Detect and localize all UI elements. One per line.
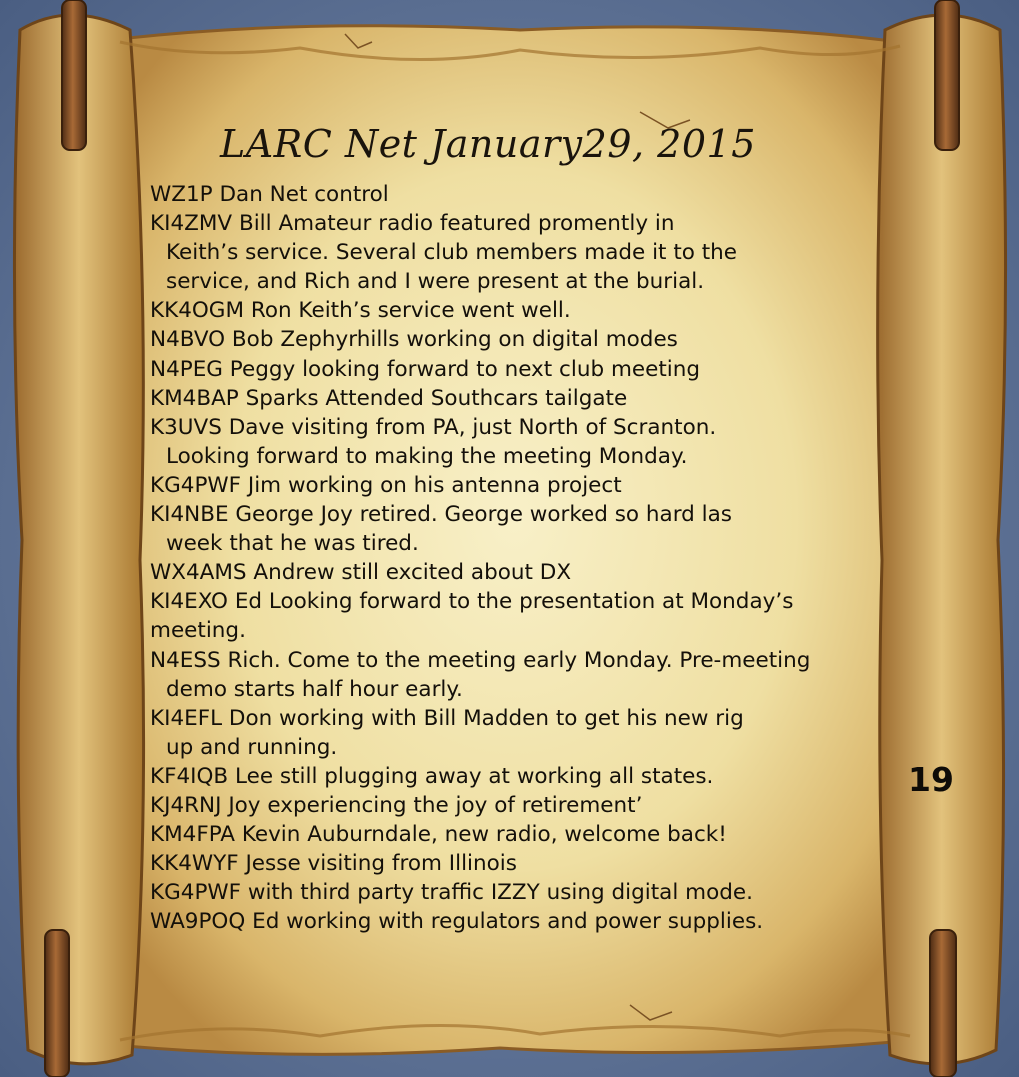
list-item bbox=[150, 325, 910, 354]
list-item bbox=[150, 500, 910, 558]
entry-line: KI4ZMV Bill Amateur radio featured promently in bbox=[150, 211, 675, 237]
entry-line: WX4AMS Andrew still excited about DX bbox=[150, 560, 572, 586]
entry-line: KF4IQB Lee still plugging away at working all states. bbox=[150, 763, 714, 789]
list-item bbox=[150, 180, 910, 209]
entry-line: KM4FPA Kevin Auburndale, new radio, welcome back! bbox=[150, 822, 727, 848]
list-item bbox=[150, 820, 910, 849]
page-title: LARC Net January29, 2015 bbox=[220, 122, 756, 166]
entry-line: N4BVO Bob Zephyrhills working on digital modes bbox=[150, 327, 678, 353]
list-item bbox=[150, 587, 910, 645]
list-item bbox=[150, 384, 910, 413]
entry-line: K3UVS Dave visiting from PA, just North of Scranton. bbox=[150, 414, 717, 440]
entry-continuation: service, and Rich and I were present at the burial. bbox=[166, 269, 705, 295]
entry-line: KK4WYF Jesse visiting from Illinois bbox=[150, 851, 517, 877]
list-item bbox=[150, 296, 910, 325]
entry-continuation: Looking forward to making the meeting Monday. bbox=[166, 443, 688, 469]
net-check-in-list bbox=[150, 180, 910, 936]
list-item bbox=[150, 355, 910, 384]
page-number: 19 bbox=[908, 760, 954, 799]
list-item bbox=[150, 704, 910, 762]
list-item bbox=[150, 558, 910, 587]
entry-continuation: Keith’s service. Several club members made it to the bbox=[166, 240, 738, 266]
list-item bbox=[150, 791, 910, 820]
entry-line: N4ESS Rich. Come to the meeting early Monday. Pre-meeting bbox=[150, 647, 811, 673]
entry-line: KM4BAP Sparks Attended Southcars tailgate bbox=[150, 385, 628, 411]
list-item bbox=[150, 762, 910, 791]
entry-line: KI4EFL Don working with Bill Madden to get his new rig bbox=[150, 705, 744, 731]
list-item bbox=[150, 209, 910, 296]
entry-continuation: week that he was tired. bbox=[166, 531, 419, 557]
entry-line: KG4PWF Jim working on his antenna project bbox=[150, 472, 622, 498]
entry-line: WA9POQ Ed working with regulators and power supplies. bbox=[150, 909, 764, 935]
entry-continuation: up and running. bbox=[166, 734, 338, 760]
list-item bbox=[150, 878, 910, 907]
entry-line: WZ1P Dan Net control bbox=[150, 182, 389, 207]
list-item bbox=[150, 471, 910, 500]
entry-line: N4PEG Peggy looking forward to next club meeting bbox=[150, 356, 701, 382]
list-item bbox=[150, 849, 910, 878]
entry-line: KK4OGM Ron Keith’s service went well. bbox=[150, 298, 571, 324]
entry-line: KG4PWF with third party traffic IZZY using digital mode. bbox=[150, 880, 753, 906]
list-item bbox=[150, 413, 910, 471]
entry-line: KJ4RNJ Joy experiencing the joy of retirement’ bbox=[150, 792, 643, 818]
entry-continuation: meeting. bbox=[150, 618, 246, 644]
list-item bbox=[150, 907, 910, 936]
entry-continuation: demo starts half hour early. bbox=[166, 676, 463, 702]
list-item bbox=[150, 646, 910, 704]
entry-line: KI4NBE George Joy retired. George worked so hard las bbox=[150, 502, 733, 528]
entry-line: KI4EXO Ed Looking forward to the presentation at Monday’s bbox=[150, 589, 794, 615]
